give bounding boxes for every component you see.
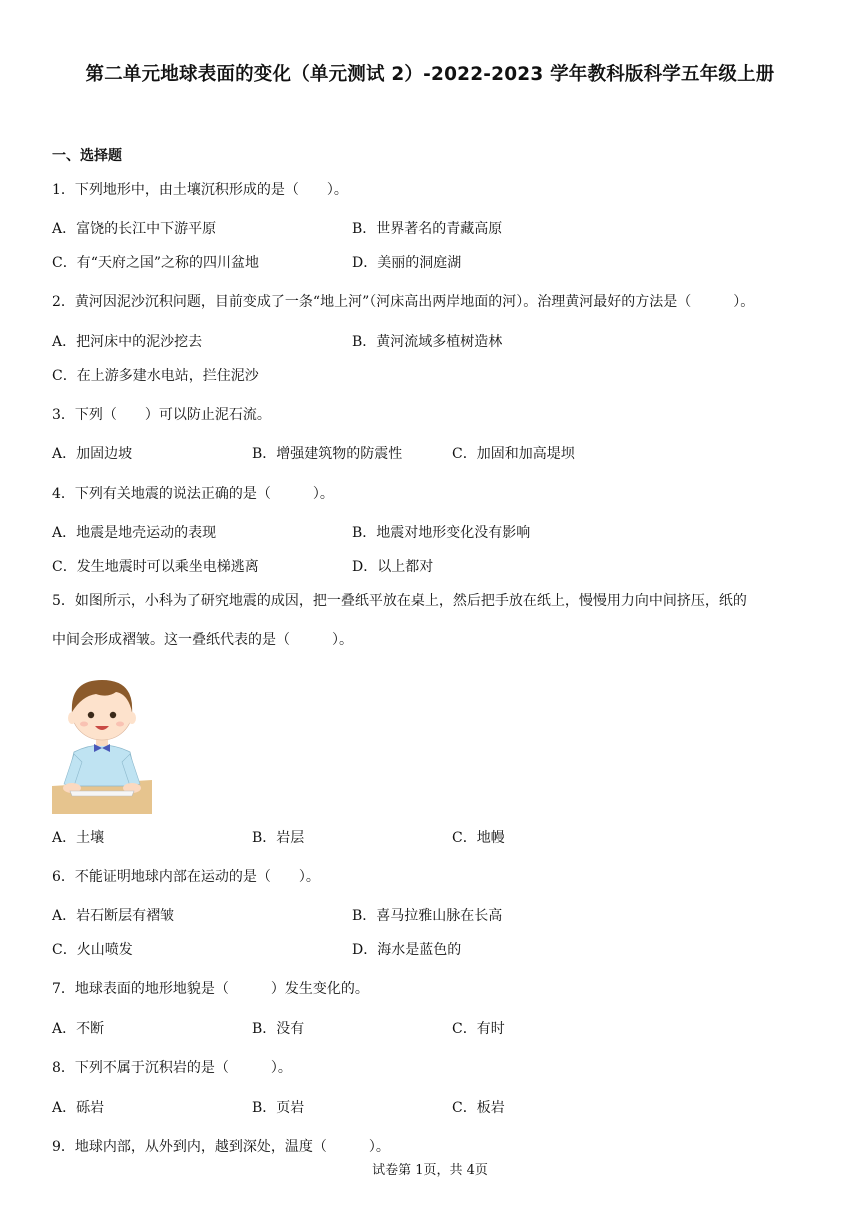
q4-option-d[interactable]: D．以上都对 [352, 559, 434, 575]
q6-option-a[interactable]: A．岩石断层有褶皱 [52, 908, 175, 924]
q1-option-a[interactable]: A．富饶的长江中下游平原 [52, 221, 217, 237]
q5-option-b[interactable]: B．岩层 [252, 830, 305, 846]
question-9-stem: 9．地球内部，从外到内，越到深处，温度（ ）。 [52, 1139, 390, 1155]
q3-option-c[interactable]: C．加固和加高堤坝 [452, 446, 575, 462]
question-5-stem: 5．如图所示，小科为了研究地震的成因，把一叠纸平放在桌上，然后把手放在纸上，慢慢用力向中间挤压，纸的 [52, 593, 747, 609]
question-3-stem: 3．下列（ ）可以防止泥石流。 [52, 407, 271, 423]
q8-option-b[interactable]: B．页岩 [252, 1100, 305, 1116]
question-6-stem: 6．不能证明地球内部在运动的是（ ）。 [52, 869, 320, 885]
q2-option-a[interactable]: A．把河床中的泥沙挖去 [52, 334, 203, 350]
question-1-stem: 1．下列地形中，由土壤沉积形成的是（ ）。 [52, 182, 348, 198]
q1-option-b[interactable]: B．世界著名的青藏高原 [352, 221, 503, 237]
boy-pressing-paper-illustration [52, 668, 152, 814]
q4-option-b[interactable]: B．地震对地形变化没有影响 [352, 525, 531, 541]
q8-option-a[interactable]: A．砾岩 [52, 1100, 105, 1116]
q1-option-c[interactable]: C．有“天府之国”之称的四川盆地 [52, 255, 260, 271]
q2-option-c[interactable]: C．在上游多建水电站，拦住泥沙 [52, 368, 259, 384]
q5-option-a[interactable]: A．土壤 [52, 830, 105, 846]
q7-option-a[interactable]: A．不断 [52, 1021, 105, 1037]
question-4-stem: 4．下列有关地震的说法正确的是（ ）。 [52, 486, 334, 502]
page-footer: 试卷第 1页，共 4页 [372, 1163, 488, 1178]
q7-option-c[interactable]: C．有时 [452, 1021, 505, 1037]
q4-option-c[interactable]: C．发生地震时可以乘坐电梯逃离 [52, 559, 259, 575]
q5-option-c[interactable]: C．地幔 [452, 830, 505, 846]
section-heading: 一、选择题 [52, 148, 122, 164]
q3-option-b[interactable]: B．增强建筑物的防震性 [252, 446, 403, 462]
q8-option-c[interactable]: C．板岩 [452, 1100, 505, 1116]
question-2-stem: 2．黄河因泥沙沉积问题，目前变成了一条“地上河”（河床高出两岸地面的河）。治理黄河最好的方法是（ ）。 [52, 294, 755, 310]
q4-option-a[interactable]: A．地震是地壳运动的表现 [52, 525, 217, 541]
q3-option-a[interactable]: A．加固边坡 [52, 446, 133, 462]
question-7-stem: 7．地球表面的地形地貌是（ ）发生变化的。 [52, 981, 369, 997]
q2-option-b[interactable]: B．黄河流域多植树造林 [352, 334, 503, 350]
question-5-stem-cont: 中间会形成褶皱。这一叠纸代表的是（ ）。 [52, 632, 353, 648]
q1-option-d[interactable]: D．美丽的洞庭湖 [352, 255, 462, 271]
q6-option-b[interactable]: B．喜马拉雅山脉在长高 [352, 908, 503, 924]
q7-option-b[interactable]: B．没有 [252, 1021, 305, 1037]
q6-option-d[interactable]: D．海水是蓝色的 [352, 942, 462, 958]
page-title: 第二单元地球表面的变化（单元测试 2）-2022-2023 学年教科版科学五年级上册 [85, 64, 775, 85]
question-8-stem: 8．下列不属于沉积岩的是（ ）。 [52, 1060, 292, 1076]
q6-option-c[interactable]: C．火山喷发 [52, 942, 133, 958]
